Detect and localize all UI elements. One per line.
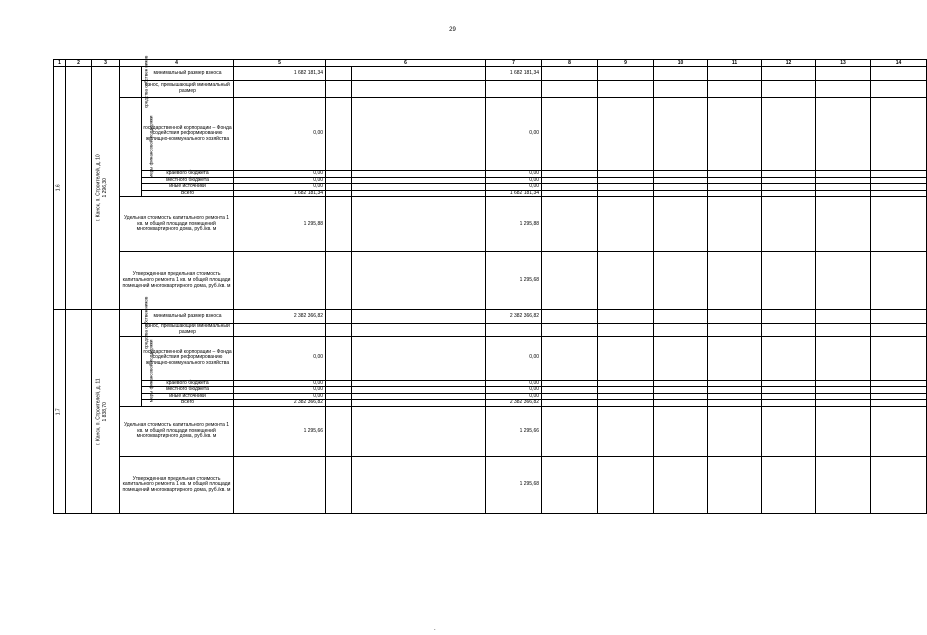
empty-cell <box>816 387 871 394</box>
empty-cell <box>326 184 352 191</box>
empty-cell <box>326 98 352 171</box>
empty-cell <box>816 456 871 513</box>
table-row <box>54 324 927 336</box>
empty-cell <box>352 406 486 456</box>
empty-cell <box>816 324 871 336</box>
empty-cell <box>326 67 352 81</box>
empty-cell <box>598 310 654 324</box>
empty-cell <box>816 197 871 252</box>
empty-cell <box>542 324 598 336</box>
empty-cell <box>871 81 927 98</box>
table-row <box>54 67 927 81</box>
empty-cell <box>542 387 598 394</box>
empty-cell <box>708 406 762 456</box>
unit-cost-label: Удельная стоимость капитального ремонта 1 кв. м общей площади помещений многоквартирного дома, руб./кв. м <box>120 406 234 456</box>
empty-cell <box>352 252 486 310</box>
empty-cell <box>352 400 486 407</box>
min-fee-label: минимальный размер взноса <box>142 67 234 81</box>
value-col8: 1 295,66 <box>486 406 542 456</box>
empty-cell <box>762 393 816 400</box>
empty-cell <box>762 171 816 178</box>
empty-cell <box>708 324 762 336</box>
col-header: 6 <box>326 60 486 67</box>
empty-cell <box>816 171 871 178</box>
empty-cell <box>598 456 654 513</box>
empty-cell <box>762 456 816 513</box>
value-col5: 0,00 <box>234 380 326 387</box>
empty-cell <box>352 380 486 387</box>
empty-cell <box>708 456 762 513</box>
empty-cell <box>654 177 708 184</box>
empty-cell <box>762 67 816 81</box>
empty-cell <box>542 177 598 184</box>
empty-cell <box>816 310 871 324</box>
own-funds-label: средства собствен ников <box>120 67 142 98</box>
empty-cell <box>542 197 598 252</box>
empty-cell <box>871 310 927 324</box>
col-header: 5 <box>234 60 326 67</box>
empty-cell <box>542 184 598 191</box>
value-col8: 0,00 <box>486 184 542 191</box>
empty-cell <box>871 387 927 394</box>
empty-cell <box>654 252 708 310</box>
empty-cell <box>598 197 654 252</box>
empty-cell <box>542 171 598 178</box>
empty-cell <box>762 197 816 252</box>
value-col8: 0,00 <box>486 336 542 380</box>
empty-cell <box>708 400 762 407</box>
empty-cell <box>326 406 352 456</box>
row-number: 1.7 <box>54 310 66 514</box>
empty-cell <box>234 252 326 310</box>
value-col5: 0,00 <box>234 171 326 178</box>
empty-cell <box>708 336 762 380</box>
empty-cell <box>234 81 326 98</box>
regional-label: краевого бюджета <box>142 380 234 387</box>
empty-cell <box>542 400 598 407</box>
col-header: 2 <box>66 60 92 67</box>
empty-cell <box>326 190 352 197</box>
empty-cell <box>326 171 352 178</box>
empty-cell <box>871 190 927 197</box>
empty-cell <box>352 387 486 394</box>
value-col8: 1 682 181,34 <box>486 67 542 81</box>
value-col5: 0,00 <box>234 177 326 184</box>
value-col8: 2 382 366,82 <box>486 400 542 407</box>
empty-cell <box>326 81 352 98</box>
empty-cell <box>352 393 486 400</box>
empty-cell <box>542 190 598 197</box>
empty-cell <box>816 98 871 171</box>
empty-cell <box>598 177 654 184</box>
empty-cell <box>654 380 708 387</box>
other-label: иные источники <box>142 393 234 400</box>
empty-cell <box>542 252 598 310</box>
empty-cell <box>762 252 816 310</box>
value-col8: 1 295,88 <box>486 197 542 252</box>
empty-cell <box>352 197 486 252</box>
table-row <box>54 456 927 513</box>
local-label: местного бюджета <box>142 387 234 394</box>
empty-cell <box>352 184 486 191</box>
value-col5: 0,00 <box>234 387 326 394</box>
value-col5: 0,00 <box>234 336 326 380</box>
col-header: 7 <box>486 60 542 67</box>
empty-cell <box>352 190 486 197</box>
empty-cell <box>598 406 654 456</box>
empty-cell <box>326 197 352 252</box>
value-col5: 1 295,88 <box>234 197 326 252</box>
header-row <box>54 60 927 67</box>
over-min-label: взнос, превышающий минимальный размер <box>142 324 234 336</box>
empty-cell <box>762 184 816 191</box>
empty-cell <box>542 98 598 171</box>
empty-cell <box>598 190 654 197</box>
table-row <box>54 197 927 252</box>
empty-cell <box>654 393 708 400</box>
empty-cell <box>816 177 871 184</box>
col-header: 1 <box>54 60 66 67</box>
address: г. Канск, п. Строителей, д. 11 <box>66 310 92 514</box>
col-header: 13 <box>816 60 871 67</box>
empty-cell <box>871 393 927 400</box>
empty-cell <box>654 387 708 394</box>
empty-cell <box>598 387 654 394</box>
col-header: 3 <box>92 60 120 67</box>
empty-cell <box>654 190 708 197</box>
empty-cell <box>762 336 816 380</box>
empty-cell <box>542 393 598 400</box>
regional-label: краевого бюджета <box>142 171 234 178</box>
empty-cell <box>816 380 871 387</box>
empty-cell <box>708 310 762 324</box>
empty-cell <box>654 456 708 513</box>
empty-cell <box>326 252 352 310</box>
empty-cell <box>871 336 927 380</box>
empty-cell <box>762 177 816 184</box>
value-col5: 0,00 <box>234 98 326 171</box>
empty-cell <box>871 406 927 456</box>
empty-cell <box>871 98 927 171</box>
total-label: Всего <box>142 400 234 407</box>
empty-cell <box>708 393 762 400</box>
table-row <box>54 336 927 380</box>
empty-cell <box>762 310 816 324</box>
empty-cell <box>708 177 762 184</box>
empty-cell <box>234 456 326 513</box>
empty-cell <box>542 81 598 98</box>
empty-cell <box>326 400 352 407</box>
empty-cell <box>654 67 708 81</box>
empty-cell <box>598 98 654 171</box>
max-cost-label: Утвержденная предельная стоимость капитального ремонта 1 кв. м общей площади помещений многоквартирного дома, руб./кв. м <box>120 252 234 310</box>
empty-cell <box>654 310 708 324</box>
value-col8: 0,00 <box>486 393 542 400</box>
table-row <box>54 98 927 171</box>
empty-cell <box>352 456 486 513</box>
col-header: 10 <box>654 60 708 67</box>
page-number: 29 <box>449 27 456 33</box>
empty-cell <box>598 184 654 191</box>
empty-cell <box>326 310 352 324</box>
empty-cell <box>816 406 871 456</box>
table-row <box>54 81 927 98</box>
value-col5: 2 382 366,82 <box>234 310 326 324</box>
empty-cell <box>598 252 654 310</box>
empty-cell <box>352 177 486 184</box>
fund-label: государственной корпорации – Фонда содействия реформированию жилищно-коммунального хозяйства <box>142 98 234 171</box>
empty-cell <box>816 184 871 191</box>
empty-cell <box>708 197 762 252</box>
empty-cell <box>654 406 708 456</box>
col-header: 14 <box>871 60 927 67</box>
empty-cell <box>708 171 762 178</box>
value-col5: 0,00 <box>234 393 326 400</box>
empty-cell <box>708 98 762 171</box>
own-funds-label: средства собствен ников <box>120 310 142 336</box>
empty-cell <box>654 324 708 336</box>
empty-cell <box>542 456 598 513</box>
empty-cell <box>816 81 871 98</box>
col-header: 11 <box>708 60 762 67</box>
empty-cell <box>816 336 871 380</box>
empty-cell <box>542 67 598 81</box>
empty-cell <box>871 184 927 191</box>
empty-cell <box>352 324 486 336</box>
local-label: местного бюджета <box>142 177 234 184</box>
table-row <box>54 190 927 197</box>
address: г. Канск, п. Строителей, д. 10 <box>66 67 92 310</box>
empty-cell <box>352 171 486 178</box>
empty-cell <box>871 177 927 184</box>
value-col8: 0,00 <box>486 171 542 178</box>
value-col8: 0,00 <box>486 380 542 387</box>
empty-cell <box>708 190 762 197</box>
empty-cell <box>708 380 762 387</box>
empty-cell <box>598 324 654 336</box>
empty-cell <box>816 252 871 310</box>
empty-cell <box>762 190 816 197</box>
empty-cell <box>234 324 326 336</box>
table-row <box>54 406 927 456</box>
value-col5: 1 295,66 <box>234 406 326 456</box>
value-col8: 1 295,68 <box>486 456 542 513</box>
row-number: 1.6 <box>54 67 66 310</box>
empty-cell <box>598 380 654 387</box>
value-col8: 1 295,68 <box>486 252 542 310</box>
support-label: меры финансовой поддержки <box>120 98 142 197</box>
empty-cell <box>654 400 708 407</box>
empty-cell <box>598 393 654 400</box>
table-row <box>54 310 927 324</box>
min-fee-label: минимальный размер взноса <box>142 310 234 324</box>
over-min-label: взнос, превышающий минимальный размер <box>142 81 234 98</box>
empty-cell <box>871 252 927 310</box>
max-cost-label: Утвержденная предельная стоимость капитального ремонта 1 кв. м общей площади помещений многоквартирного дома, руб./кв. м <box>120 456 234 513</box>
empty-cell <box>816 67 871 81</box>
empty-cell <box>871 171 927 178</box>
table-row <box>54 400 927 407</box>
empty-cell <box>871 197 927 252</box>
area: 1 838,70 <box>92 310 120 514</box>
area: 1 296,30 <box>92 67 120 310</box>
empty-cell <box>542 310 598 324</box>
empty-cell <box>542 336 598 380</box>
value-col5: 0,00 <box>234 184 326 191</box>
empty-cell <box>708 387 762 394</box>
empty-cell <box>654 81 708 98</box>
value-col8: 0,00 <box>486 387 542 394</box>
empty-cell <box>326 387 352 394</box>
fund-label: государственной корпорации – Фонда содействия реформированию жилищно-коммунального хозяйства <box>142 336 234 380</box>
empty-cell <box>598 81 654 98</box>
empty-cell <box>654 336 708 380</box>
empty-cell <box>542 406 598 456</box>
value-col8: 2 382 366,82 <box>486 310 542 324</box>
empty-cell <box>762 81 816 98</box>
empty-cell <box>654 98 708 171</box>
empty-cell <box>326 456 352 513</box>
footer-mark: . <box>434 626 436 632</box>
empty-cell <box>326 324 352 336</box>
value-col8: 0,00 <box>486 177 542 184</box>
empty-cell <box>762 380 816 387</box>
empty-cell <box>654 184 708 191</box>
empty-cell <box>762 406 816 456</box>
empty-cell <box>762 387 816 394</box>
empty-cell <box>326 336 352 380</box>
col-header: 8 <box>542 60 598 67</box>
empty-cell <box>654 171 708 178</box>
empty-cell <box>871 67 927 81</box>
empty-cell <box>708 67 762 81</box>
empty-cell <box>708 252 762 310</box>
empty-cell <box>486 81 542 98</box>
total-label: Всего <box>142 190 234 197</box>
unit-cost-label: Удельная стоимость капитального ремонта 1 кв. м общей площади помещений многоквартирного дома, руб./кв. м <box>120 197 234 252</box>
empty-cell <box>762 98 816 171</box>
col-header: 4 <box>120 60 234 67</box>
other-label: иные источники <box>142 184 234 191</box>
empty-cell <box>326 393 352 400</box>
empty-cell <box>816 400 871 407</box>
empty-cell <box>708 81 762 98</box>
empty-cell <box>598 67 654 81</box>
empty-cell <box>326 177 352 184</box>
empty-cell <box>871 324 927 336</box>
col-header: 12 <box>762 60 816 67</box>
empty-cell <box>352 81 486 98</box>
empty-cell <box>816 393 871 400</box>
empty-cell <box>486 324 542 336</box>
value-col5: 1 682 181,34 <box>234 67 326 81</box>
empty-cell <box>598 400 654 407</box>
value-col5: 2 382 366,82 <box>234 400 326 407</box>
empty-cell <box>598 171 654 178</box>
col-header: 9 <box>598 60 654 67</box>
empty-cell <box>816 190 871 197</box>
empty-cell <box>871 456 927 513</box>
table-row <box>54 252 927 310</box>
value-col8: 1 682 181,34 <box>486 190 542 197</box>
empty-cell <box>352 310 486 324</box>
empty-cell <box>762 324 816 336</box>
value-col8: 0,00 <box>486 98 542 171</box>
empty-cell <box>352 98 486 171</box>
empty-cell <box>326 380 352 387</box>
empty-cell <box>762 400 816 407</box>
empty-cell <box>871 380 927 387</box>
support-label: меры финансовой поддержки <box>120 336 142 406</box>
empty-cell <box>542 380 598 387</box>
empty-cell <box>598 336 654 380</box>
empty-cell <box>352 67 486 81</box>
empty-cell <box>708 184 762 191</box>
value-col5: 1 682 181,34 <box>234 190 326 197</box>
empty-cell <box>654 197 708 252</box>
empty-cell <box>871 400 927 407</box>
capital-repair-table <box>53 55 927 514</box>
empty-cell <box>352 336 486 380</box>
